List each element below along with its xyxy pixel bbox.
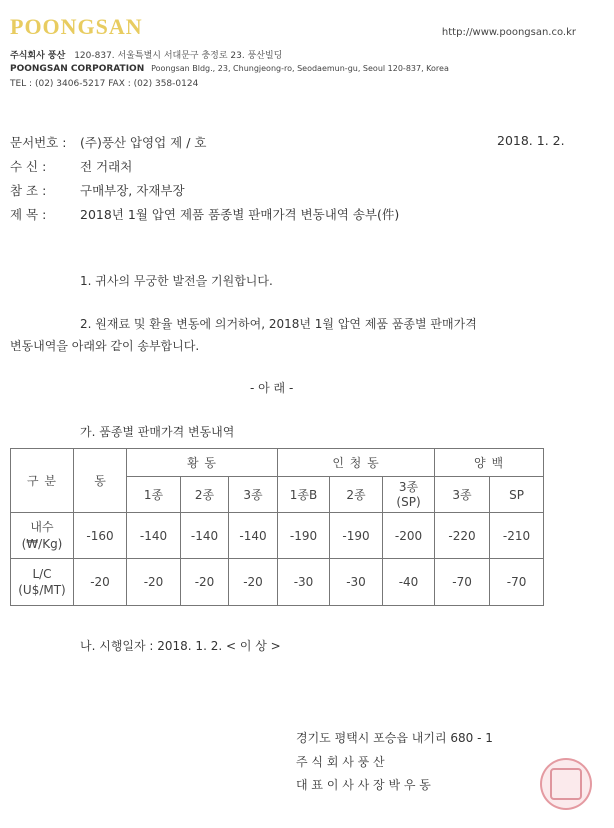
recipient-value: 전 거래처 bbox=[80, 159, 133, 174]
table-cell: -30 bbox=[330, 559, 383, 606]
table-cell: -20 bbox=[74, 559, 127, 606]
table-cell: -20 bbox=[127, 559, 181, 606]
header-nickel-silver: 양 백 bbox=[435, 449, 544, 477]
doc-date: 2018. 1. 2. bbox=[497, 133, 565, 148]
paragraph-1: 1. 귀사의 무궁한 발전을 기원합니다. bbox=[80, 274, 273, 288]
table-cell: -30 bbox=[278, 559, 330, 606]
table-cell: -20 bbox=[229, 559, 278, 606]
section-b-effective-date: 나. 시행일자 : 2018. 1. 2. < 이 상 > bbox=[80, 639, 281, 653]
subheader-cell: 3종 (SP) bbox=[383, 477, 435, 513]
reference-value: 구매부장, 자재부장 bbox=[80, 183, 185, 198]
table-cell: -40 bbox=[383, 559, 435, 606]
price-change-table bbox=[10, 448, 544, 606]
table-cell: -140 bbox=[127, 513, 181, 559]
signature-address: 경기도 평택시 포승읍 내기리 680 - 1 bbox=[296, 731, 493, 745]
seal-inner-square bbox=[550, 768, 582, 800]
below-heading: - 아 래 - bbox=[250, 381, 294, 395]
table-cell: -190 bbox=[330, 513, 383, 559]
table-cell: -210 bbox=[490, 513, 544, 559]
subheader-cell: 1종B bbox=[278, 477, 330, 513]
company-logo: POONGSAN bbox=[10, 14, 143, 39]
subheader-cell: 3종 bbox=[229, 477, 278, 513]
korean-address: 120-837. 서울특별시 서대문구 충정로 23. 풍산빌딩 bbox=[74, 51, 283, 61]
row-label-domestic: 내수 (₩/Kg) bbox=[11, 513, 74, 559]
table-cell: -160 bbox=[74, 513, 127, 559]
subheader-cell: 1종 bbox=[127, 477, 181, 513]
subject-label: 제 목 : bbox=[10, 207, 47, 222]
paragraph-2-line-1: 2. 원재료 및 환율 변동에 의거하여, 2018년 1월 압연 제품 품종별 판매가격 bbox=[80, 317, 477, 331]
header-category: 구 분 bbox=[11, 449, 74, 513]
table-row bbox=[11, 513, 544, 559]
phone-fax: TEL : (02) 3406-5217 FAX : (02) 358-0124 bbox=[10, 79, 199, 89]
company-url[interactable]: http://www.poongsan.co.kr bbox=[441, 27, 576, 38]
section-a-title: 가. 품종별 판매가격 변동내역 bbox=[80, 425, 235, 439]
company-seal-stamp bbox=[540, 758, 592, 810]
subheader-cell: SP bbox=[490, 477, 544, 513]
table-cell: -140 bbox=[229, 513, 278, 559]
header-phosphor-bronze: 인 청 동 bbox=[278, 449, 435, 477]
subheader-cell: 2종 bbox=[181, 477, 229, 513]
table-cell: -220 bbox=[435, 513, 490, 559]
doc-number-value: (주)풍산 압영업 제 / 호 bbox=[80, 135, 207, 150]
table-cell: -20 bbox=[181, 559, 229, 606]
table-cell: -190 bbox=[278, 513, 330, 559]
header-brass: 황 동 bbox=[127, 449, 278, 477]
reference-label: 참 조 : bbox=[10, 183, 47, 198]
header-copper: 동 bbox=[74, 449, 127, 513]
recipient-label: 수 신 : bbox=[10, 159, 47, 174]
row-label-lc: L/C (U$/MT) bbox=[11, 559, 74, 606]
table-row bbox=[11, 559, 544, 606]
signature-ceo: 대 표 이 사 사 장 박 우 동 bbox=[296, 778, 431, 792]
subheader-cell: 3종 bbox=[435, 477, 490, 513]
table-cell: -140 bbox=[181, 513, 229, 559]
korean-header bbox=[10, 48, 282, 61]
english-company-name: POONGSAN CORPORATION bbox=[10, 64, 145, 74]
subheader-cell: 2종 bbox=[330, 477, 383, 513]
english-address: Poongsan Bldg., 23, Chungjeong-ro, Seodaemun-gu, Seoul 120-837, Korea bbox=[151, 64, 449, 73]
table-cell: -70 bbox=[490, 559, 544, 606]
table-cell: -200 bbox=[383, 513, 435, 559]
subject-value: 2018년 1월 압연 제품 품종별 판매가격 변동내역 송부(件) bbox=[80, 207, 400, 222]
signature-company: 주 식 회 사 풍 산 bbox=[296, 755, 385, 769]
table-cell: -70 bbox=[435, 559, 490, 606]
paragraph-2-line-2: 변동내역을 아래와 같이 송부합니다. bbox=[10, 339, 200, 353]
doc-number-label: 문서번호 : bbox=[10, 135, 67, 150]
english-header bbox=[10, 64, 449, 74]
korean-company-name: 주식회사 풍산 bbox=[10, 51, 66, 61]
